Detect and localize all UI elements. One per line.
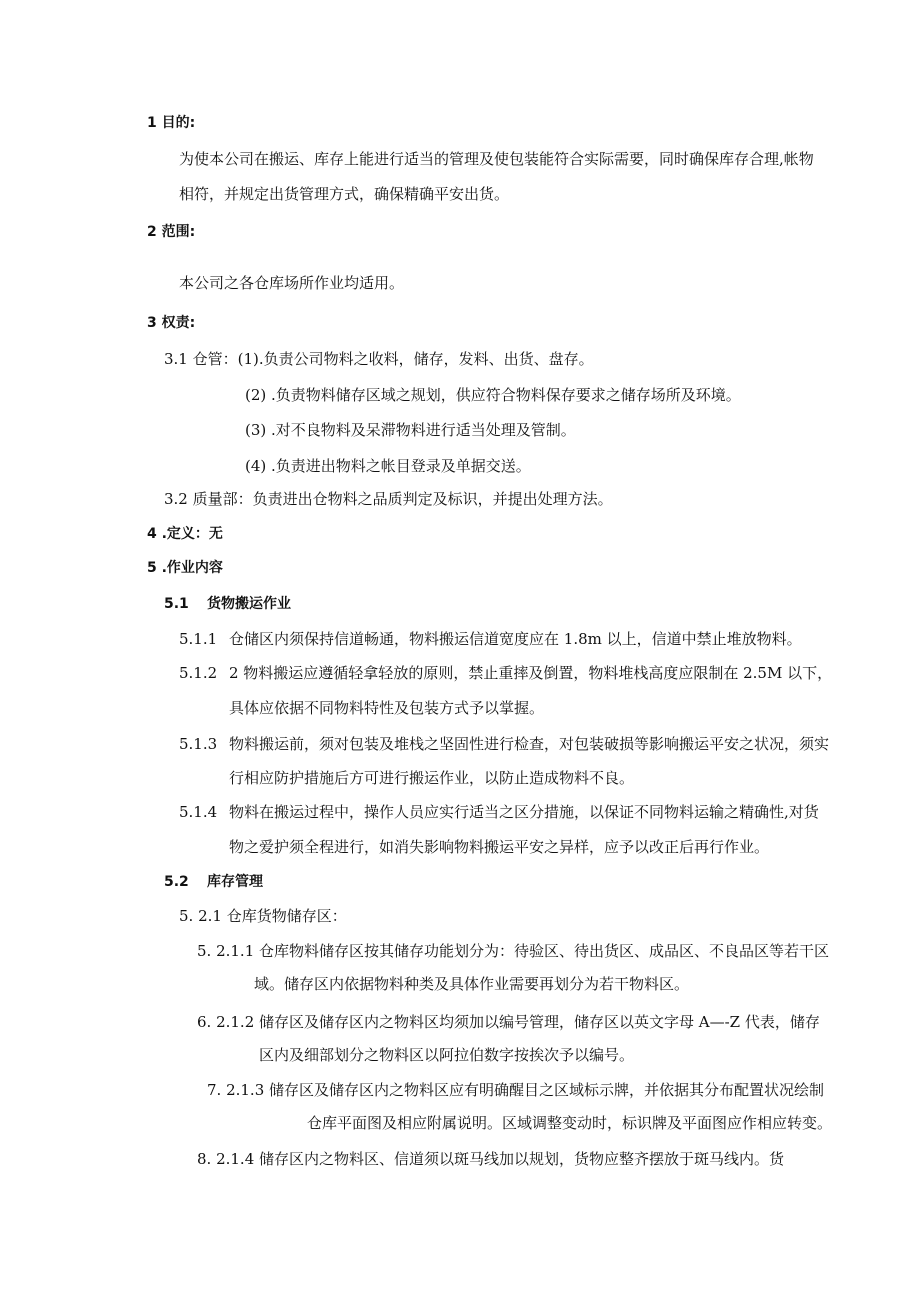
section-5-heading: 5 .作业内容 (147, 560, 223, 576)
item-5-2-1-4-line-1: 8. 2.1.4 储存区内之物料区、信道须以斑马线加以规划，货物应整齐摆放于斑马线内。货 (197, 1150, 785, 1168)
item-5-1-1-number: 5.1.1 (179, 630, 218, 648)
item-5-2-1-2-line-1: 6. 2.1.2 储存区及储存区内之物料区均须加以编号管理，储存区以英文字母 A—-Z 代表，储存 (197, 1013, 820, 1031)
section-4-heading: 4 .定义：无 (147, 526, 223, 542)
item-5-1-2-line-1: 2 物料搬运应遵循轻拿轻放的原则，禁止重摔及倒置，物料堆栈高度应限制在 2.5M 以下， (229, 664, 833, 682)
item-5-2-1-3-line-1: 7. 2.1.3 储存区及储存区内之物料区应有明确醒目之区域标示牌，并依据其分布配置状况绘制 (207, 1081, 825, 1099)
subsection-5-2-title: 库存管理 (207, 874, 263, 890)
item-5-2-1-2-line-2: 区内及细部划分之物料区以阿拉伯数字按挨次予以编号。 (259, 1046, 635, 1064)
item-5-2-1-1-line-2: 域。储存区内依据物料种类及具体作业需要再划分为若干物料区。 (254, 975, 690, 993)
purpose-line-1: 为使本公司在搬运、库存上能进行适当的管理及使包装能符合实际需要，同时确保库存合理,帐物 (179, 150, 814, 168)
item-5-2-1-1-line-1: 5. 2.1.1 仓库物料储存区按其储存功能划分为：待验区、待出货区、成品区、不良品区等若干区 (197, 942, 830, 960)
item-5-1-3-line-2: 行相应防护措施后方可进行搬运作业，以防止造成物料不良。 (229, 769, 635, 787)
warehouse-duty-2: (2) .负责物料储存区域之规划，供应符合物料保存要求之储存场所及环境。 (245, 386, 741, 404)
subsection-5-2-1: 5. 2.1 仓库货物储存区： (179, 907, 347, 925)
item-5-1-2-line-2: 具体应依据不同物料特性及包装方式予以掌握。 (229, 699, 545, 717)
warehouse-duty-4: (4) .负责进出物料之帐目登录及单据交送。 (245, 457, 531, 475)
subsection-5-2-number: 5.2 (164, 874, 189, 890)
subsection-5-1-number: 5.1 (164, 596, 189, 612)
purpose-line-2: 相符，并规定出货管理方式，确保精确平安出货。 (179, 185, 510, 203)
scope-line: 本公司之各仓库场所作业均适用。 (179, 274, 405, 292)
item-5-1-4-number: 5.1.4 (179, 803, 218, 821)
section-2-heading: 2 范围: (147, 224, 196, 240)
warehouse-duty-3: (3) .对不良物料及呆滞物料进行适当处理及管制。 (245, 421, 576, 439)
item-5-1-4-line-1: 物料在搬运过程中，操作人员应实行适当之区分措施，以保证不同物料运输之精确性,对货 (229, 803, 819, 821)
item-5-1-1-line-1: 仓储区内须保持信道畅通，物料搬运信道宽度应在 1.8m 以上，信道中禁止堆放物料。 (229, 630, 802, 648)
item-5-1-3-number: 5.1.3 (179, 735, 218, 753)
section-1-heading: 1 目的: (147, 115, 196, 131)
item-5-1-2-number: 5.1.2 (179, 664, 218, 682)
item-5-2-1-3-line-2: 仓库平面图及相应附属说明。区域调整变动时，标识牌及平面图应作相应转变。 (307, 1114, 833, 1132)
subsection-5-1-title: 货物搬运作业 (207, 596, 291, 612)
item-5-1-4-line-2: 物之爱护须全程进行，如消失影响物料搬运平安之异样，应予以改正后再行作业。 (229, 838, 770, 856)
item-5-1-3-line-1: 物料搬运前，须对包装及堆栈之坚固性进行检查，对包装破损等影响搬运平安之状况，须实 (229, 735, 830, 753)
section-3-heading: 3 权责: (147, 315, 196, 331)
quality-duty: 3.2 质量部：负责进出仓物料之品质判定及标识，并提出处理方法。 (164, 490, 613, 508)
warehouse-duty-1: 3.1 仓管：(1).负责公司物料之收料，储存，发料、出货、盘存。 (164, 350, 594, 368)
